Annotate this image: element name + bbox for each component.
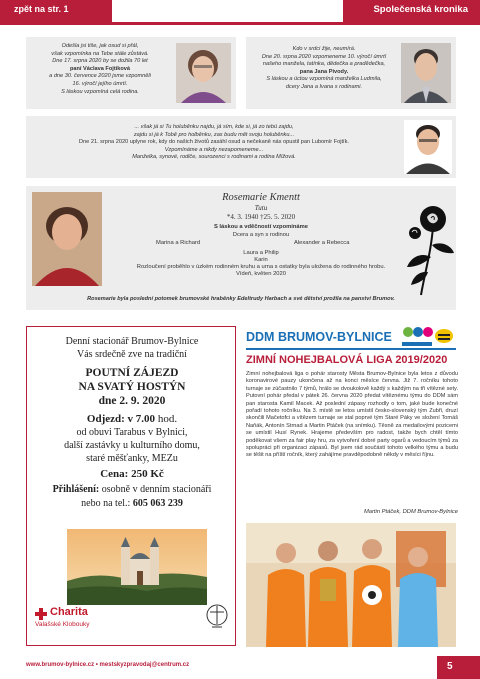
memorial-line: Dne 17. srpna 2020 by se dožila 70 let — [52, 58, 148, 65]
back-link[interactable] — [0, 0, 112, 22]
memorial-line: Manželka, synové, rodiče, sourozenci s rodinami a rodina Mížová. — [132, 154, 296, 161]
page-number-tab — [437, 656, 480, 679]
memorial-left-names: Marina a Richard — [156, 240, 201, 246]
trip-announcement — [26, 326, 236, 646]
memorial-line: dcery Jana a Ivana s rodinami. — [285, 83, 363, 90]
page-header — [0, 0, 480, 22]
trip-intro: Denní stacionář Brumov-Bylnice — [65, 336, 199, 347]
trip-intro: Vás srdečně zve na tradiční — [77, 349, 187, 360]
memorial-line: Vídeň, květen 2020 — [236, 271, 286, 277]
memorial-line: Kdo v srdci žije, neumírá. — [292, 46, 356, 52]
footer-links[interactable]: www.brumov-bylnice.cz • mestskyzpravodaj@centrum.cz — [26, 662, 190, 668]
trip-stop: od obuvi Tarabus v Bylnici, — [76, 427, 188, 438]
trip-date: dne 2. 9. 2020 — [98, 395, 166, 407]
article-body: Zimní nohejbalová liga o pohár starosty Města Brumov-Bylnice byla letos z důvodu koronavirové pauzy ukončena až na konci měsíce června. Již 7. ročníku tohoto turnaje se zúčastnilo 7 týmů, hrálo se dvoukolově každý s každým na tři vítězné sety. Putovní pohár předal v pátek 26. června 2020 předat vítěznému týmu do DDM sám pan starosta Kamil Macek. Až poslední zápasy rozhodly o tom, jaké bude konečné pořadí tohoto ročníku. Na 3. místě se letos umístil česko-slovenský tým Zubři, druzí skončili Mačetofci a vítězem turnaje se stal poprvé tým Staré Páky ve složení Tomáš Naňák, Antonín Strnad a Martin Ptáček (na snímku). Těsně za medailovými pozicemi se umístil Husí Rynek. Hrajeme především pro radost, takže bych chtěl tímto poděkovat všem za fair play hru, za vytvoření dobré party ogarů a vedoucím týmů za spolupráci při organizaci zápasů. Byl jsem rád součástí tohoto velkého týmu a budu se těšit na příští ročník, který zahájíme pravděpodobně někdy v měsíci říjnu. — [246, 371, 458, 459]
trip-headline: NA SVATÝ HOSTÝN — [78, 381, 186, 393]
memorial-line: zajdu si já k Tobě pro holběnku, zas budu mět svoju holuběnku... — [133, 131, 295, 138]
memorial-fojtik — [26, 116, 456, 178]
trip-phone-row: nebo na tel.: 605 063 239 — [81, 498, 183, 509]
memorial-kmentt — [26, 186, 456, 310]
memorial-line: 16. výročí jejího úmrtí. — [72, 80, 128, 87]
portrait-photo — [401, 43, 451, 103]
memorial-line: našeho manžela, tatínka, dědečka a pradědečka, — [262, 61, 386, 68]
header-rule — [0, 22, 480, 25]
charita-logo-name: Charita — [50, 606, 88, 618]
trip-stop: staré měšťanky, MEZu — [86, 453, 178, 464]
trip-departure: Odjezd: v 7.00 hod. — [86, 413, 178, 425]
memorial-line: Dne 20. srpna 2020 vzpomeneme 10. výročí úmrtí — [261, 53, 387, 60]
church-photo — [67, 529, 207, 605]
rose-icon — [401, 197, 456, 297]
memorial-name: Rosemarie Kmentt — [222, 192, 300, 203]
charita-cross-icon — [35, 608, 47, 620]
charita-logo — [35, 605, 115, 635]
section-tab — [343, 0, 480, 22]
section-label: Společenská kronika — [373, 4, 468, 15]
memorial-line: však vzpomínka na Tebe stále zůstává. — [51, 50, 149, 57]
memorial-fojtikova — [26, 37, 236, 109]
memorial-line: Odešla jsi tiše, jak osud si přál, — [61, 43, 139, 49]
trip-signup: Přihlášení: osobně v denním stacionáři — [52, 484, 212, 495]
memorial-line: Laura a Philip — [243, 250, 279, 256]
portrait-photo — [404, 120, 452, 174]
memorial-line: a dne 30. července 2020 jsme vzpomněli — [49, 73, 151, 80]
trip-phone[interactable]: 605 063 239 — [132, 498, 183, 509]
portrait-photo — [176, 43, 231, 103]
ddm-rule — [246, 348, 456, 350]
memorial-caption: Rosemarie byla poslední potomek brumovské hraběnky Edeltrudy Harbach a své dětství prožila na panství Brumov. — [87, 296, 395, 302]
article-title: ZIMNÍ NOHEJBALOVÁ LIGA 2019/2020 — [246, 354, 448, 366]
memorial-line: S láskou a úctou vzpomíná manželka Ludmila, — [266, 76, 382, 83]
memorial-line: Karin — [254, 257, 268, 263]
memorial-subtitle: Tutu — [254, 204, 268, 212]
article-signature: Martin Ptáček, DDM Brumov-Bylnice — [363, 509, 458, 515]
memorial-name: paní Václava Fojtíková — [69, 65, 130, 72]
stamp-icon — [205, 603, 229, 631]
memorial-line: Dne 21. srpna 2020 uplyne rok, kdy do našich životů zasáhl osud a nečekaně nás opustil pan Lubomír Fojtík. — [79, 139, 349, 146]
page-number: 5 — [447, 661, 453, 672]
memorial-pivoda — [246, 37, 456, 109]
charita-logo-sub: Valašské Klobouky — [35, 621, 90, 628]
trip-headline: POUTNÍ ZÁJEZD — [85, 367, 179, 379]
portrait-photo — [32, 192, 102, 286]
memorial-line: Dcera a syn s rodinou — [232, 232, 290, 238]
back-link-label: zpět na str. 1 — [14, 4, 69, 14]
trip-stop: další zastávky u kulturního domu, — [64, 440, 200, 451]
trip-price: Cena: 250 Kč — [100, 468, 164, 480]
memorial-line: ... však já si Tu holuběnku najdu, já sím, kde si, já zo tebú zajdu, — [134, 124, 294, 130]
memorial-line: Vzpomínáme a nikdy nezapomeneme... — [164, 146, 264, 153]
memorial-line: S láskou a vděčností vzpomínáme — [213, 224, 309, 230]
memorial-right-names: Alexander a Rebecca — [294, 240, 350, 246]
ddm-title: DDM BRUMOV-BYLNICE — [246, 330, 392, 344]
memorial-dates: *4. 3. 1940 †25. 5. 2020 — [226, 213, 296, 221]
memorial-line: S láskou vzpomíná celá rodina. — [61, 88, 139, 95]
memorial-name: pana Jana Pivody. — [299, 68, 349, 75]
team-photo — [246, 523, 456, 647]
ddm-logo-icon — [402, 326, 456, 348]
memorial-line: Rozloučení proběhlo v úzkém rodinném kruhu a urna s ostatky byla uložena do rodinného hrobu. — [136, 264, 386, 270]
memorial-family-row — [106, 239, 416, 248]
